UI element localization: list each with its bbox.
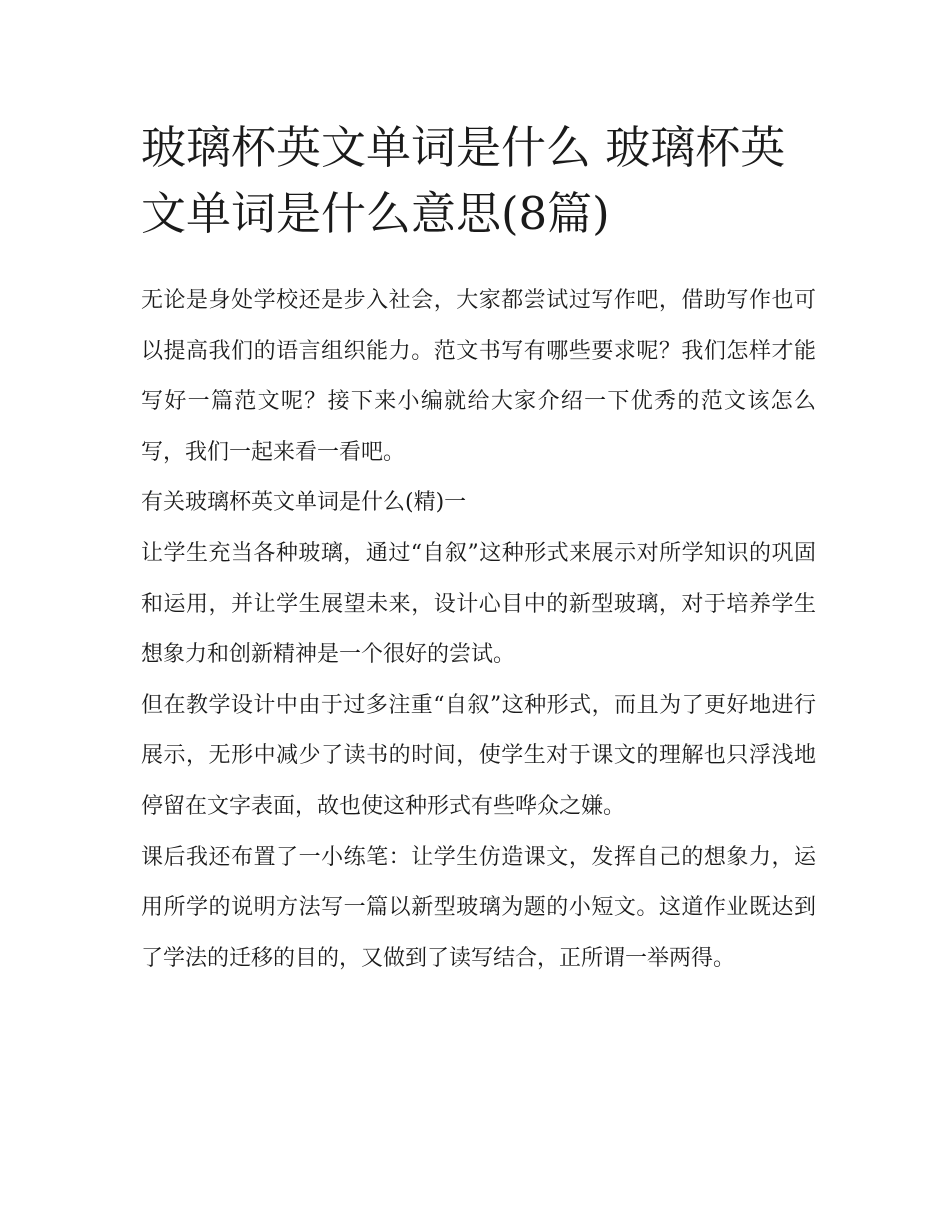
intro-paragraph: 无论是身处学校还是步入社会，大家都尝试过写作吧，借助写作也可以提高我们的语言组织能力。范文书写有哪些要求呢？我们怎样才能写好一篇范文呢？接下来小编就给大家介绍一下优秀的范文该怎么写，我们一起来看一看吧。 [141, 288, 816, 465]
document-body [141, 276, 816, 984]
page-title: 玻璃杯英文单词是什么 玻璃杯英文单词是什么意思(8篇) [141, 121, 786, 240]
body-paragraph: 课后我还布置了一小练笔：让学生仿造课文，发挥自己的想象力，运用所学的说明方法写一篇以新型玻璃为题的小短文。这道作业既达到了学法的迁移的目的，又做到了读写结合，正所谓一举两得。 [141, 844, 816, 971]
section-heading: 有关玻璃杯英文单词是什么(精)一 [141, 490, 467, 516]
body-paragraph: 让学生充当各种玻璃，通过“自叙”这种形式来展示对所学知识的巩固和运用，并让学生展望未来，设计心目中的新型玻璃，对于培养学生想象力和创新精神是一个很好的尝试。 [141, 540, 816, 668]
body-paragraph: 但在教学设计中由于过多注重“自叙”这种形式，而且为了更好地进行展示，无形中减少了读书的时间，使学生对于课文的理解也只浮浅地停留在文字表面，故也使这种形式有些哗众之嫌。 [141, 692, 816, 819]
